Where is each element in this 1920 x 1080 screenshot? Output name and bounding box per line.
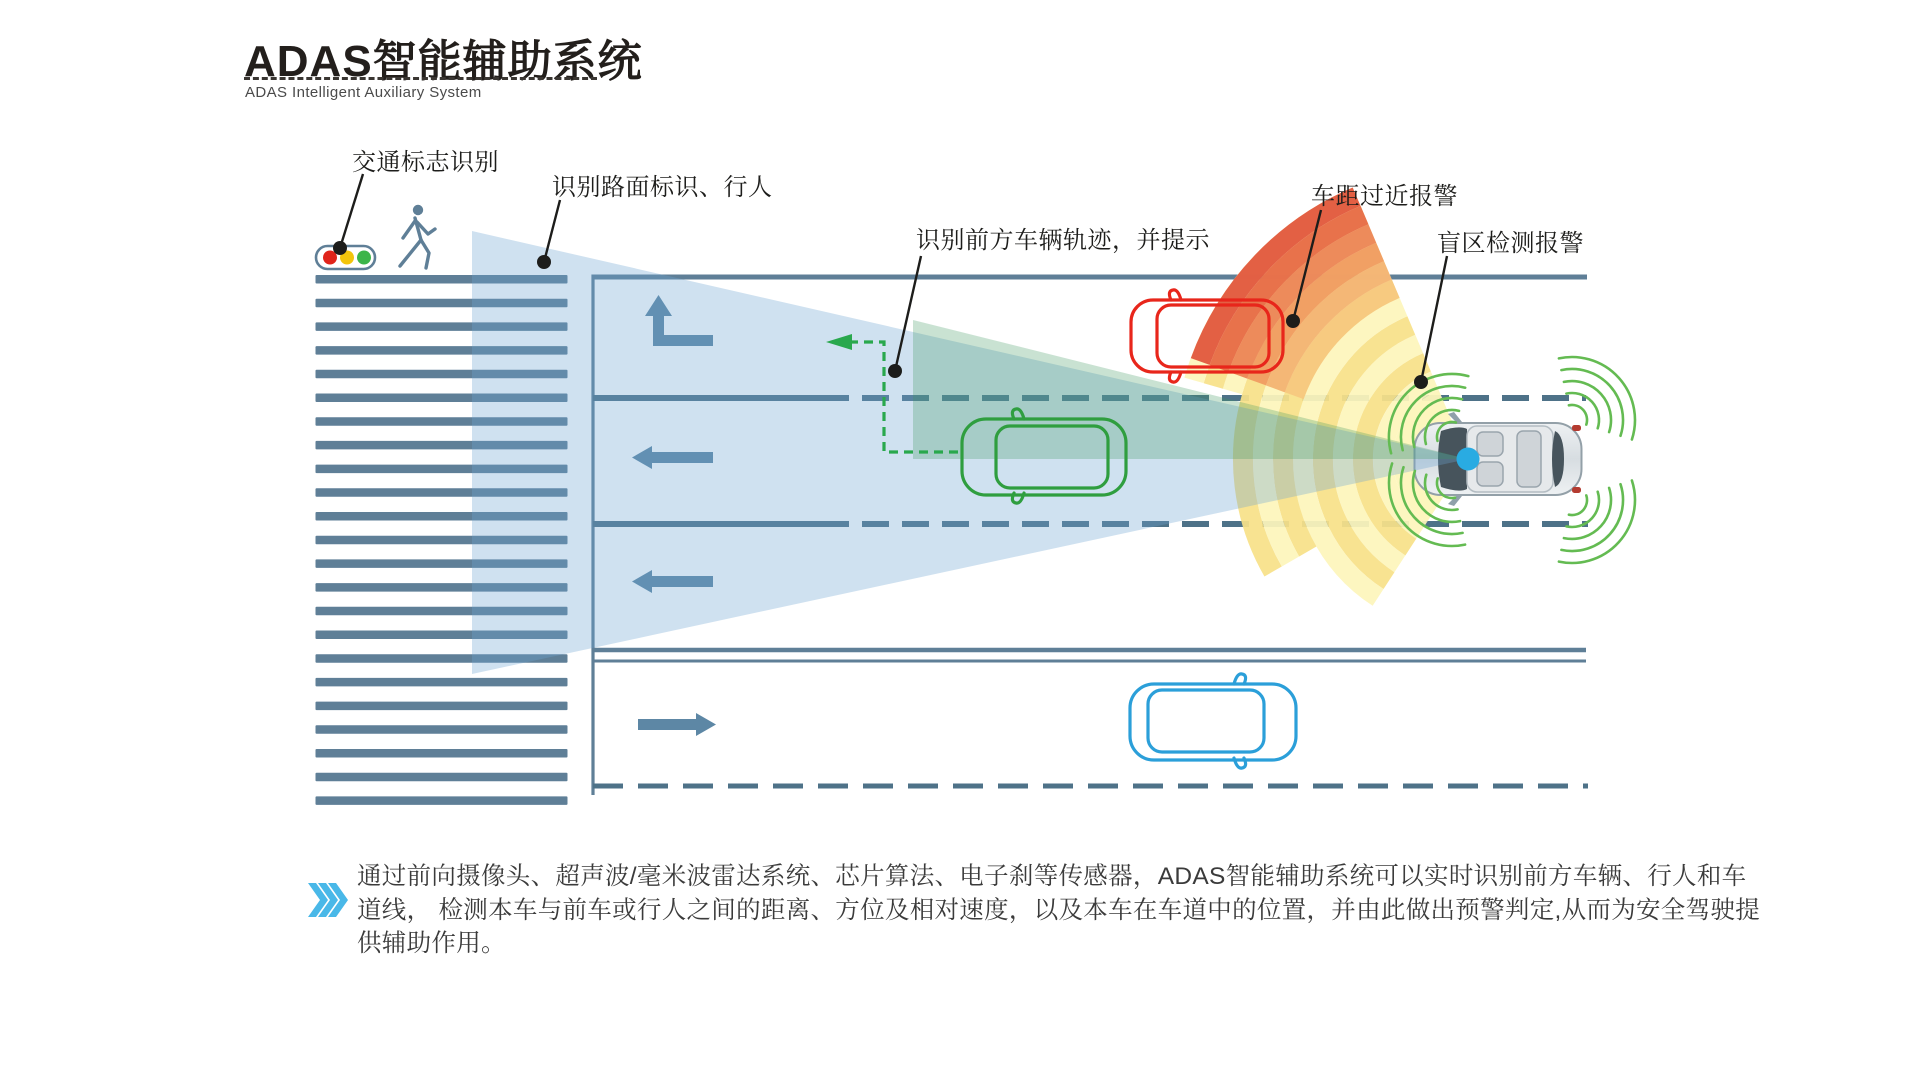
crosswalk-stripe (316, 796, 568, 805)
radar-arc (1569, 405, 1587, 425)
ego-seat-front-left (1477, 432, 1503, 456)
blue-car-cabin (1148, 690, 1264, 752)
leader-dot-road-marking (537, 255, 551, 269)
crosswalk-stripe (316, 678, 568, 687)
leader-dot-blind-spot (1414, 375, 1428, 389)
callout-traffic-sign: 交通标志识别 (352, 149, 499, 176)
callout-distance-warning: 车距过近报警 (1311, 183, 1458, 210)
crosswalk-stripe (316, 773, 568, 782)
crosswalk-stripe (316, 702, 568, 711)
ego-taillight-bottom (1572, 487, 1581, 493)
callout-blind-spot: 盲区检测报警 (1437, 230, 1584, 257)
leader-dot-front-vehicle (888, 364, 902, 378)
traffic-light-green (357, 251, 371, 265)
leader-dot-distance-warning (1286, 314, 1300, 328)
callout-road-marking: 识别路面标识、行人 (552, 174, 773, 201)
callout-front-vehicle: 识别前方车辆轨迹，并提示 (916, 227, 1210, 254)
title-underline (244, 77, 597, 80)
paragraph-line: 通过前向摄像头、超声波/毫米波雷达系统、芯片算法、电子刹等传感器，ADAS智能辅助系统可以实时识别前方车辆、行人和车 (357, 863, 1747, 890)
ego-rear-bench (1517, 431, 1541, 487)
front-camera-dot (1457, 448, 1480, 471)
paragraph-line: 道线， 检测本车与前车或行人之间的距离、方位及相对速度，以及本车在车道中的位置，并由此做出预警判定,从而为安全驾驶提 (357, 896, 1761, 924)
crosswalk-stripe (316, 749, 568, 758)
leader-dot-traffic-sign (333, 241, 347, 255)
page-subtitle: ADAS Intelligent Auxiliary System (245, 84, 482, 101)
page-title: ADAS智能辅助系统 (244, 37, 643, 86)
right-arrow-second-road (638, 713, 716, 736)
paragraph-line: 供辅助作用。 (357, 930, 506, 957)
radar-arc (1569, 495, 1587, 515)
ego-taillight-top (1572, 425, 1581, 431)
ego-seat-front-right (1477, 462, 1503, 486)
pedestrian-icon (400, 205, 435, 268)
chevron-icon (308, 883, 350, 919)
description-paragraph (357, 860, 1761, 961)
blue-car (1130, 674, 1296, 768)
crosswalk-stripe (316, 725, 568, 734)
